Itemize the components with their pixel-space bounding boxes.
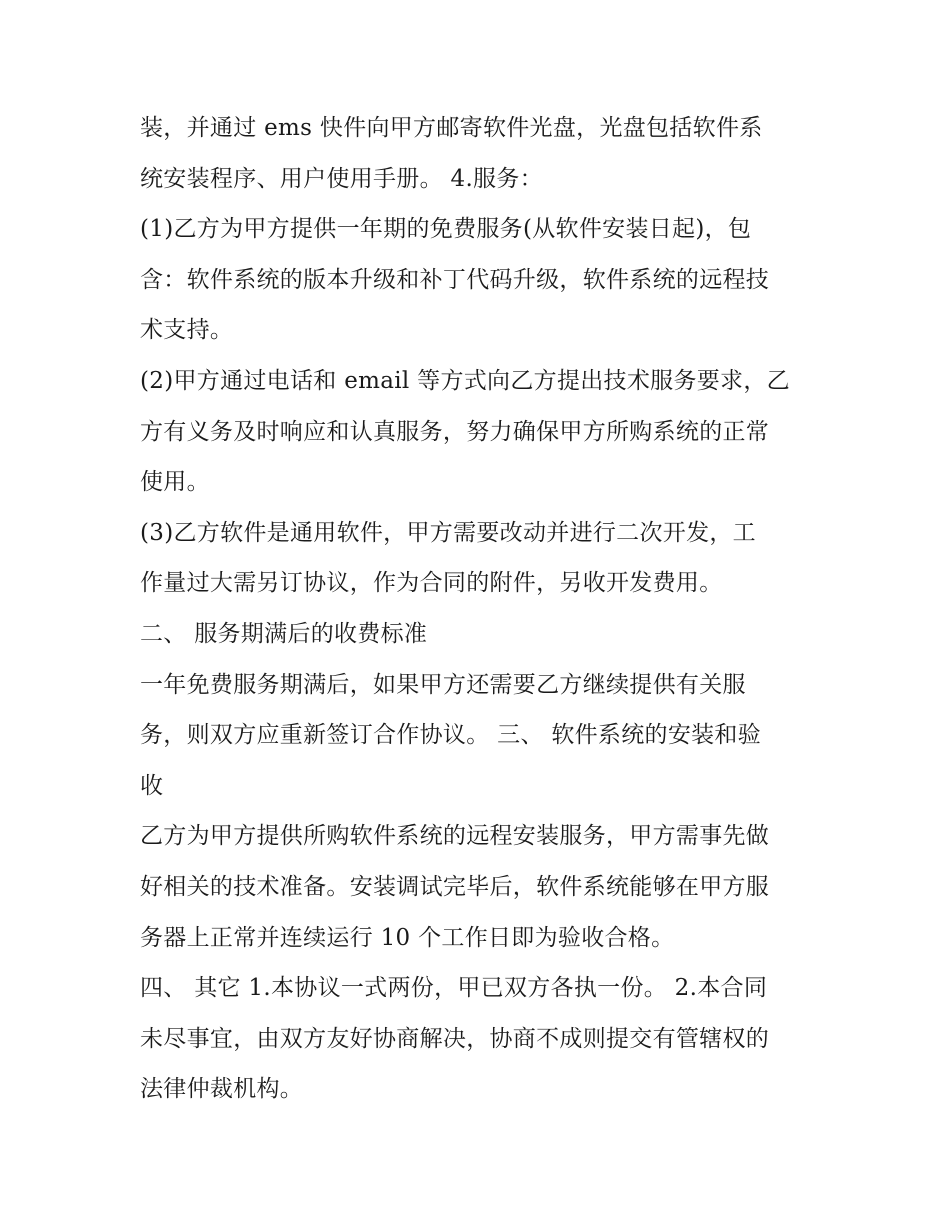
section-heading: 二、 服务期满后的收费标准 (140, 620, 428, 647)
text-line: 方有义务及时响应和认真服务，努力确保甲方所购系统的正常 (140, 418, 770, 445)
text-line: 收 (140, 772, 164, 799)
text-line: 乙方为甲方提供所购软件系统的远程安装服务，甲方需事先做 (140, 823, 770, 850)
text-line: (2)甲方通过电话和 email 等方式向乙方提出技术服务要求，乙 (140, 367, 790, 394)
text-line: (1)乙方为甲方提供一年期的免费服务(从软件安装日起)，包 (140, 216, 752, 243)
text-line: 务器上正常并连续运行 10 个工作日即为验收合格。 (140, 924, 675, 951)
text-line: 四、 其它 1.本协议一式两份，甲已双方各执一份。 2.本合同 (140, 975, 768, 1002)
text-line: 统安装程序、用户使用手册。 4.服务： (140, 165, 543, 192)
text-line: 作量过大需另订协议，作为合同的附件，另收开发费用。 (140, 570, 723, 597)
document-body (140, 103, 820, 1115)
text-line: 务，则双方应重新签订合作协议。 三、 软件系统的安装和验 (140, 722, 762, 749)
text-line: 一年免费服务期满后，如果甲方还需要乙方继续提供有关服 (140, 671, 746, 698)
text-line: 装，并通过 ems 快件向甲方邮寄软件光盘，光盘包括软件系 (140, 115, 763, 141)
text-line: 法律仲裁机构。 (140, 1076, 304, 1103)
text-line: 使用。 (140, 469, 210, 496)
text-line: 好相关的技术准备。安装调试完毕后，软件系统能够在甲方服 (140, 873, 770, 900)
text-line: (3)乙方软件是通用软件，甲方需要改动并进行二次开发，工 (140, 519, 756, 546)
text-line: 术支持。 (140, 317, 234, 344)
text-line: 未尽事宜，由双方友好协商解决，协商不成则提交有管辖权的 (140, 1025, 770, 1052)
text-line: 含：软件系统的版本升级和补丁代码升级，软件系统的远程技 (140, 266, 770, 293)
